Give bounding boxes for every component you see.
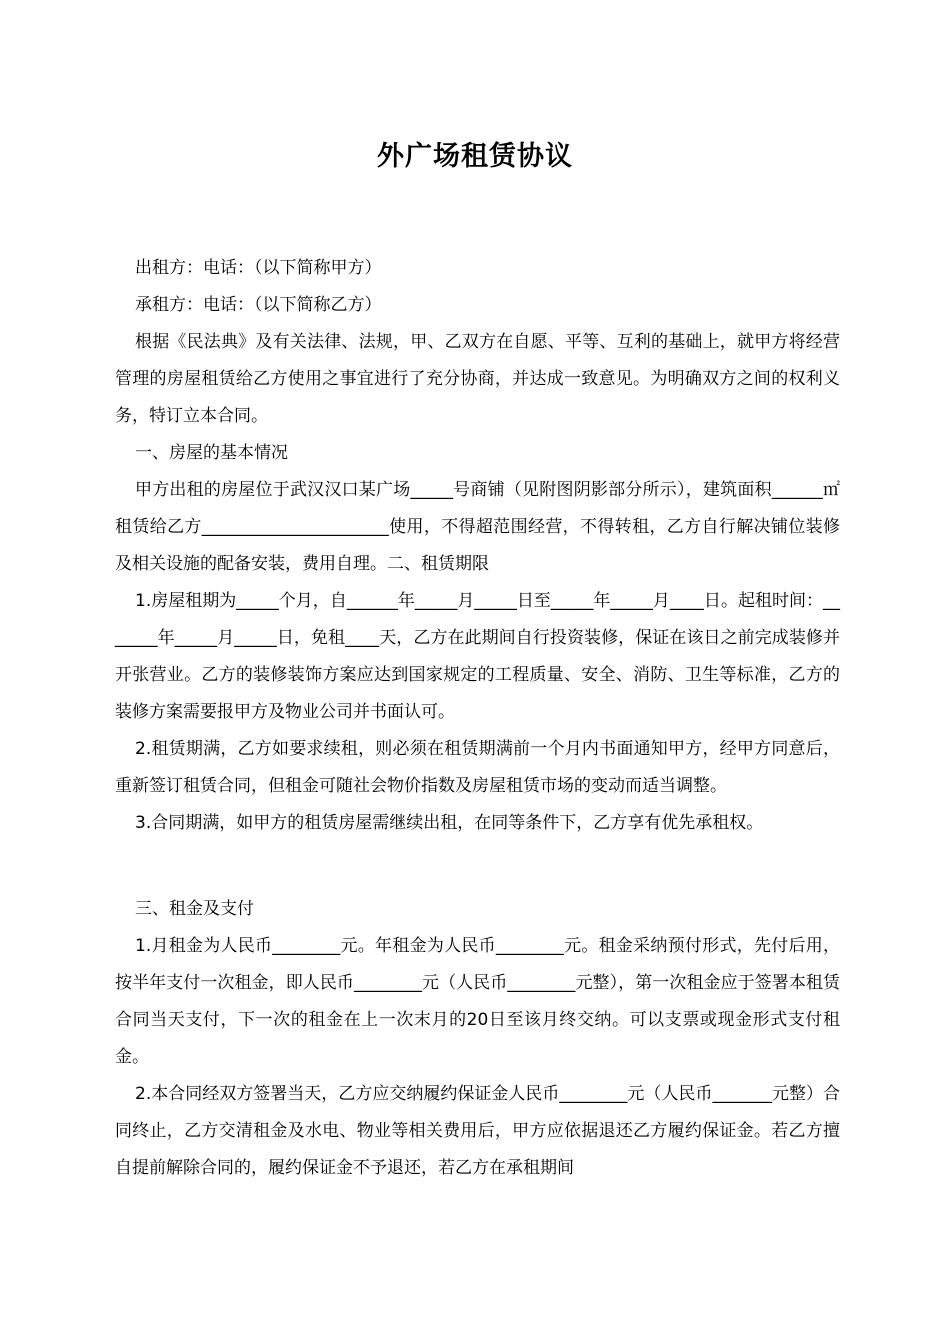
property-paragraph: 甲方出租的房屋位于武汉汉口某广场_____号商铺（见附图阴影部分所示），建筑面积______㎡租赁给乙方______________________使用，不得超范围经营，不得转租，乙方自行解决铺位装修及相关设施的配备安装，费用自理。二、租赁期限 bbox=[115, 480, 840, 574]
preamble-paragraph: 根据《民法典》及有关法律、法规，甲、乙双方在自愿、平等、互利的基础上，就甲方将经营管理的房屋租赁给乙方使用之事宜进行了充分协商，并达成一致意见。为明确双方之间的权利义务，特订立本合同。 bbox=[115, 332, 840, 426]
rent-clause-1: 1.月租金为人民币________元。年租金为人民币________元。租金采纳预付形式，先付后用，按半年支付一次租金，即人民币________元（人民币________元整），第一次租金应于签署本租赁合同当天支付，下一次的租金在上一次末月的20日至该月终交纳。可以支票或现金形式支付租金。 bbox=[115, 936, 840, 1067]
lessee-line: 承租方：电话：（以下简称乙方） bbox=[135, 295, 382, 315]
section-heading-property: 一、房屋的基本情况 bbox=[135, 443, 288, 463]
term-clause-2: 2.租赁期满，乙方如要求续租，则必须在租赁期满前一个月内书面通知甲方，经甲方同意后，重新签订租赁合同，但租金可随社会物价指数及房屋租赁市场的变动而适当调整。 bbox=[115, 739, 840, 796]
term-clause-1: 1.房屋租期为_____个月，自______年_____月_____日至_____年_____月____日。起租时间：_______年_____月_____日，免租____天，乙方在此期间自行投资装修，保证在该日之前完成装修并开张营业。乙方的装修装饰方案应达到国家规定的工程质量、安全、消防、卫生等标准，乙方的装修方案需要报甲方及物业公司并书面认可。 bbox=[115, 591, 840, 722]
document-body bbox=[115, 250, 840, 1187]
section-heading-rent: 三、租金及支付 bbox=[135, 899, 254, 919]
lessor-line: 出租方：电话：（以下简称甲方） bbox=[135, 258, 382, 278]
document-title: 外广场租赁协议 bbox=[377, 141, 573, 172]
term-clause-3: 3.合同期满，如甲方的租赁房屋需继续出租，在同等条件下，乙方享有优先承租权。 bbox=[135, 813, 764, 833]
rent-clause-2: 2.本合同经双方签署当天，乙方应交纳履约保证金人民币________元（人民币_______元整）合同终止，乙方交清租金及水电、物业等相关费用后，甲方应依据退还乙方履约保证金。若乙方擅自提前解除合同的，履约保证金不予退还，若乙方在承租期间 bbox=[115, 1084, 840, 1178]
